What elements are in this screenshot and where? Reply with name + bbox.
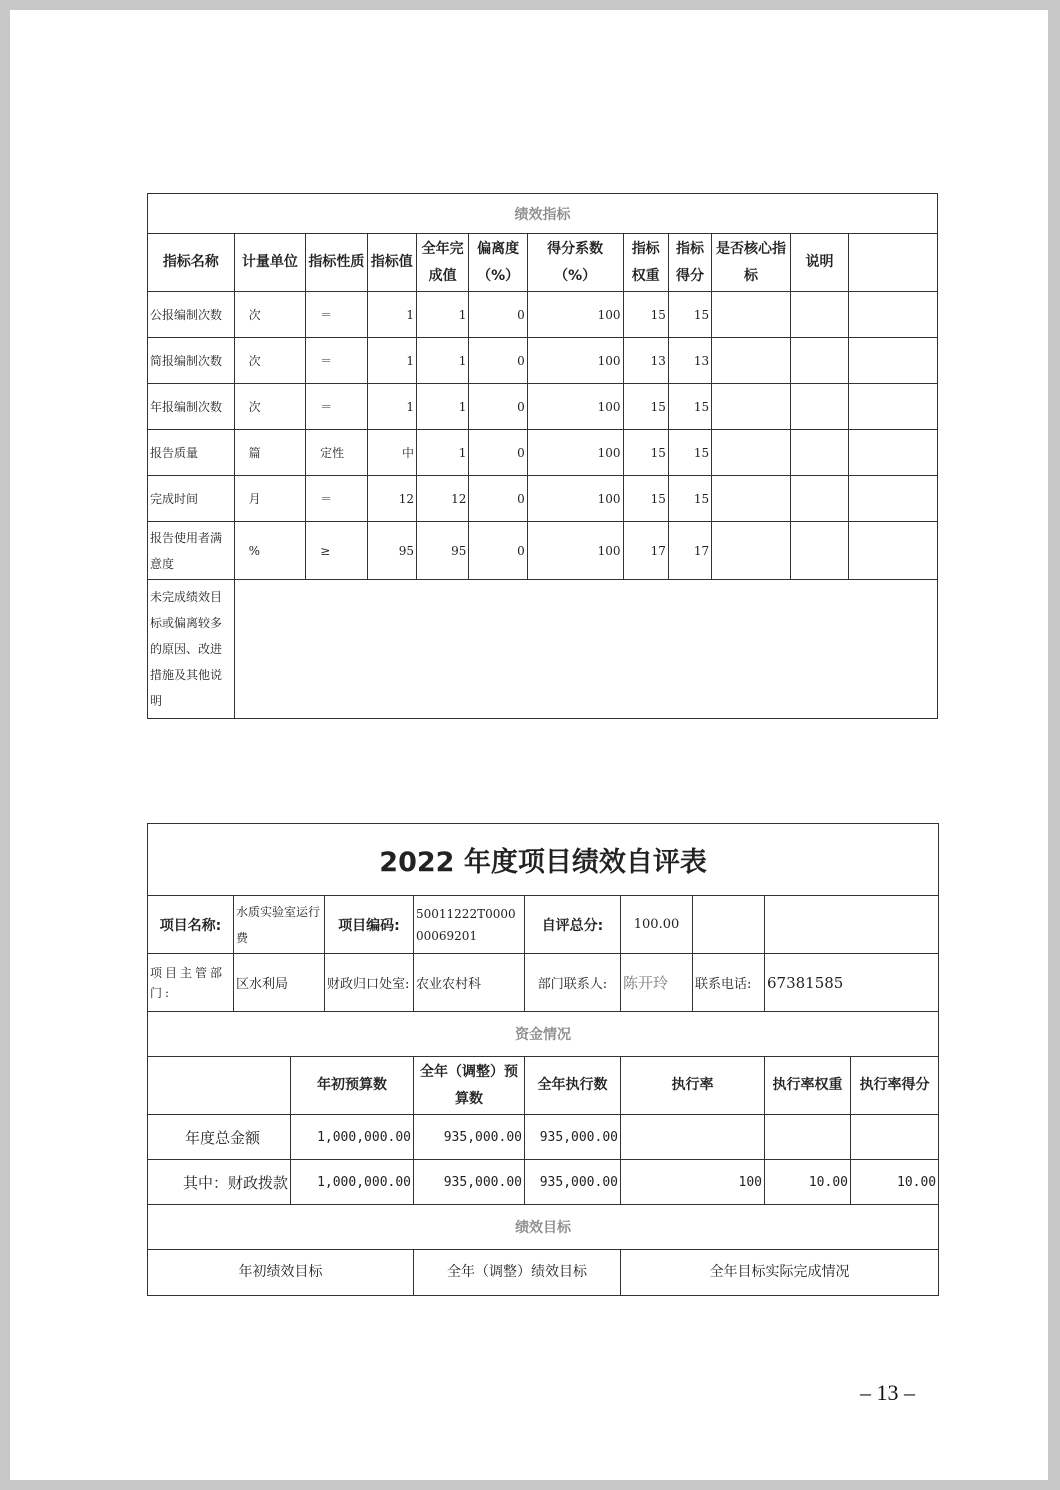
indicator-unit: 次 [234,292,306,338]
indicator-weight: 15 [623,292,668,338]
self-eval-table [147,823,939,1296]
indicator-target: 12 [367,476,416,522]
indicator-score: 13 [668,338,711,384]
table-row [148,384,938,430]
col-header: 说明 [790,234,848,292]
indicator-coefficient: 100 [527,430,623,476]
empty-cell [849,338,938,384]
empty-cell [712,430,791,476]
indicator-name: 公报编制次数 [148,292,235,338]
col-header: 计量单位 [234,234,306,292]
empty-cell [849,522,938,580]
contact-label: 部门联系人: [525,954,621,1012]
indicator-table [147,193,938,719]
funds-header: 执行率得分 [851,1057,939,1115]
dept-value: 区水利局 [234,954,325,1012]
project-name-value: 水质实验室运行费 [234,896,325,954]
table-row [148,522,938,580]
finance-label: 财政归口处室: [325,954,414,1012]
funds-rate [621,1115,765,1160]
indicator-target: 95 [367,522,416,580]
empty-cell [712,476,791,522]
indicator-name: 简报编制次数 [148,338,235,384]
funds-adjusted: 935,000.00 [414,1115,525,1160]
funds-rate-score [851,1115,939,1160]
col-header: 指标名称 [148,234,235,292]
table-row [148,476,938,522]
empty-cell [790,338,848,384]
empty-cell [712,522,791,580]
phone-label: 联系电话: [693,954,765,1012]
empty-cell [790,522,848,580]
indicator-nature: ≥ [306,522,367,580]
col-header: 指标得分 [668,234,711,292]
empty-cell [790,476,848,522]
empty-cell [148,1057,291,1115]
col-header: 偏离度（%） [469,234,527,292]
indicator-actual: 1 [416,338,468,384]
indicator-name: 报告使用者满意度 [148,522,235,580]
indicator-deviation: 0 [469,338,527,384]
indicator-deviation: 0 [469,430,527,476]
funds-row-label: 年度总金额 [148,1115,291,1160]
indicator-weight: 13 [623,338,668,384]
empty-cell [790,384,848,430]
indicator-score: 17 [668,522,711,580]
indicator-deviation: 0 [469,384,527,430]
goals-section-title: 绩效目标 [148,1205,939,1250]
indicator-unit: 次 [234,384,306,430]
indicator-nature: ＝ [306,338,367,384]
funds-header: 执行率权重 [765,1057,851,1115]
indicator-weight: 15 [623,430,668,476]
page-number: – 13 – [860,1380,915,1405]
indicator-deviation: 0 [469,476,527,522]
indicator-coefficient: 100 [527,384,623,430]
funds-rate-weight: 10.00 [765,1160,851,1205]
col-header: 指标值 [367,234,416,292]
indicator-coefficient: 100 [527,476,623,522]
funds-initial: 1,000,000.00 [291,1160,414,1205]
indicator-target: 中 [367,430,416,476]
col-header: 指标权重 [623,234,668,292]
indicator-actual: 1 [416,430,468,476]
empty-cell [693,896,765,954]
funds-rate-weight [765,1115,851,1160]
dept-label: 项目主管部门: [148,954,234,1012]
indicator-unit: 月 [234,476,306,522]
total-score-value: 100.00 [621,896,693,954]
indicator-actual: 12 [416,476,468,522]
empty-cell [765,896,939,954]
funds-header: 执行率 [621,1057,765,1115]
page [10,10,1048,1480]
indicator-score: 15 [668,430,711,476]
indicator-weight: 17 [623,522,668,580]
funds-header: 全年（调整）预算数 [414,1057,525,1115]
funds-adjusted: 935,000.00 [414,1160,525,1205]
funds-rate-score: 10.00 [851,1160,939,1205]
funds-rate: 100 [621,1160,765,1205]
col-header: 是否核心指标 [712,234,791,292]
empty-cell [712,384,791,430]
indicator-name: 报告质量 [148,430,235,476]
indicator-actual: 1 [416,292,468,338]
contact-value: 陈开玲 [621,954,693,1012]
indicator-actual: 1 [416,384,468,430]
indicator-coefficient: 100 [527,292,623,338]
empty-cell [790,430,848,476]
col-header: 得分系数（%） [527,234,623,292]
funds-executed: 935,000.00 [525,1160,621,1205]
empty-cell [849,476,938,522]
funds-executed: 935,000.00 [525,1115,621,1160]
empty-cell [849,292,938,338]
indicator-name: 年报编制次数 [148,384,235,430]
indicator-coefficient: 100 [527,338,623,384]
goals-header: 全年目标实际完成情况 [621,1250,939,1296]
indicator-nature: 定性 [306,430,367,476]
goals-header: 全年（调整）绩效目标 [414,1250,621,1296]
finance-value: 农业农村科 [414,954,525,1012]
col-header: 指标性质 [306,234,367,292]
indicator-score: 15 [668,384,711,430]
indicator-unit: 次 [234,338,306,384]
indicator-target: 1 [367,338,416,384]
indicator-coefficient: 100 [527,522,623,580]
indicator-deviation: 0 [469,522,527,580]
section-title: 绩效指标 [148,194,938,234]
indicator-score: 15 [668,292,711,338]
notes-label: 未完成绩效目标或偏离较多的原因、改进措施及其他说明 [148,580,235,719]
empty-cell [849,430,938,476]
empty-cell [712,338,791,384]
col-header: 全年完成值 [416,234,468,292]
funds-row-label: 其中：财政拨款 [148,1160,291,1205]
table-row [148,292,938,338]
indicator-deviation: 0 [469,292,527,338]
table-row [148,430,938,476]
project-name-label: 项目名称: [148,896,234,954]
indicator-weight: 15 [623,384,668,430]
empty-cell [790,292,848,338]
total-score-label: 自评总分: [525,896,621,954]
indicator-target: 1 [367,292,416,338]
table-row [148,338,938,384]
funds-header: 年初预算数 [291,1057,414,1115]
project-code-label: 项目编码: [325,896,414,954]
indicator-nature: ＝ [306,476,367,522]
empty-cell [849,384,938,430]
empty-cell [712,292,791,338]
indicator-score: 15 [668,476,711,522]
notes-value [234,580,937,719]
page-title: 2022 年度项目绩效自评表 [148,824,939,896]
goals-header: 年初绩效目标 [148,1250,414,1296]
indicator-nature: ＝ [306,292,367,338]
indicator-weight: 15 [623,476,668,522]
indicator-nature: ＝ [306,384,367,430]
indicator-actual: 95 [416,522,468,580]
indicator-unit: % [234,522,306,580]
empty-cell [849,234,938,292]
indicator-name: 完成时间 [148,476,235,522]
project-code-value: 50011222T000000069201 [414,896,525,954]
indicator-target: 1 [367,384,416,430]
funds-initial: 1,000,000.00 [291,1115,414,1160]
indicator-unit: 篇 [234,430,306,476]
phone-value: 67381585 [765,954,939,1012]
funds-section-title: 资金情况 [148,1012,939,1057]
funds-header: 全年执行数 [525,1057,621,1115]
